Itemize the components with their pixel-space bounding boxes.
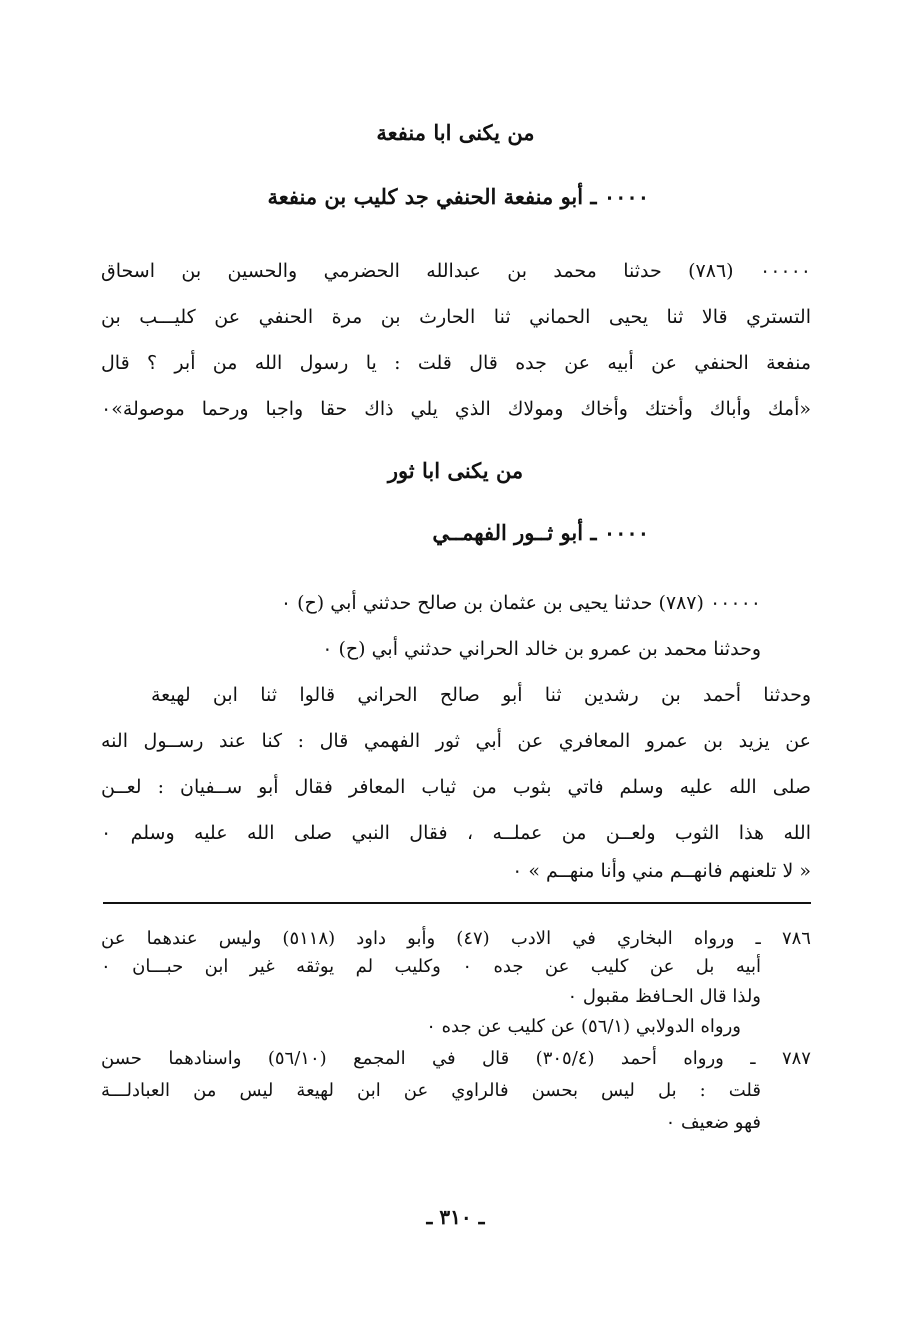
hadith-787-line-1: ٠٠٠٠٠ (٧٨٧) حدثنا يحيى بن عثمان بن صالح حدثني أبي (ح) ٠ <box>280 592 761 614</box>
entry-title-abu-manfaa: ٠٠٠٠ ـ أبو منفعة الحنفي جد كليب بن منفعة <box>267 184 649 209</box>
hadith-787-line-7: « لا تلعنهم فانهــم مني وأنا منهــم » ٠ <box>512 860 811 882</box>
footnote-787-line-2: قلت : بل ليس بحسن فالراوي عن ابن لهيعة ليس من العبادلـــة <box>101 1080 761 1101</box>
footnote-786-line-1: ٧٨٦ ـ ورواه البخاري في الادب (٤٧) وأبو داود (٥١١٨) وليس عندهما عن <box>101 928 811 949</box>
hadith-786-line-1: ٠٠٠٠٠ (٧٨٦) حدثنا محمد بن عبدالله الحضرمي والحسين بن اسحاق <box>101 260 812 282</box>
footnote-786-line-2: أبيه بل عن كليب عن جده ٠ وكليب لم يوثقه غير ابن حبـــان ٠ <box>101 956 761 977</box>
section-heading-abu-thawr: من يكنى ابا ثور <box>387 458 524 483</box>
hadith-786-line-3: منفعة الحنفي عن أبيه عن جده قال قلت : يا رسول الله من أبر ؟ قال <box>101 352 811 374</box>
hadith-787-line-5: صلى الله عليه وسلم فاتي بثوب من ثياب المعافر فقال أبو ســفيان : لعــن <box>101 776 811 798</box>
hadith-787-line-4: عن يزيد بن عمرو المعافري عن أبي ثور الفهمي قال : كنا عند رســول النه <box>101 730 811 752</box>
page-number: ـ ٣١٠ ـ <box>426 1205 485 1229</box>
footnote-787-line-3: فهو ضعيف ٠ <box>665 1112 761 1133</box>
entry-title-abu-thawr: ٠٠٠٠ ـ أبو ثــور الفهمــي <box>432 520 649 545</box>
footnote-787-line-1: ٧٨٧ ـ ورواه أحمد (٣٠٥/٤) قال في المجمع (٥٦/١٠) واسنادهما حسن <box>101 1048 811 1069</box>
footnote-divider <box>103 902 811 904</box>
hadith-786-line-2: التستري قالا ثنا يحيى الحماني ثنا الحارث بن مرة الحنفي عن كليـــب بن <box>101 306 811 328</box>
hadith-787-line-6: الله هذا الثوب ولعــن من عملــه ، فقال النبي صلى الله عليه وسلم ٠ <box>101 822 811 844</box>
section-heading-abu-manfaa: من يكنى ابا منفعة <box>376 120 535 145</box>
footnote-786-line-4: ورواه الدولابي (٥٦/١) عن كليب عن جده ٠ <box>426 1016 741 1037</box>
hadith-787-line-3: وحدثنا أحمد بن رشدين ثنا أبو صالح الحراني قالوا ثنا ابن لهيعة <box>151 684 811 706</box>
footnote-786-line-3: ولذا قال الحـافظ مقبول ٠ <box>567 986 761 1007</box>
hadith-786-line-4: «أمك وأباك وأختك وأخاك ومولاك الذي يلي ذاك حقا واجبا ورحما موصولة»٠ <box>101 398 811 420</box>
hadith-787-line-2: وحدثنا محمد بن عمرو بن خالد الحراني حدثني أبي (ح) ٠ <box>322 638 761 660</box>
